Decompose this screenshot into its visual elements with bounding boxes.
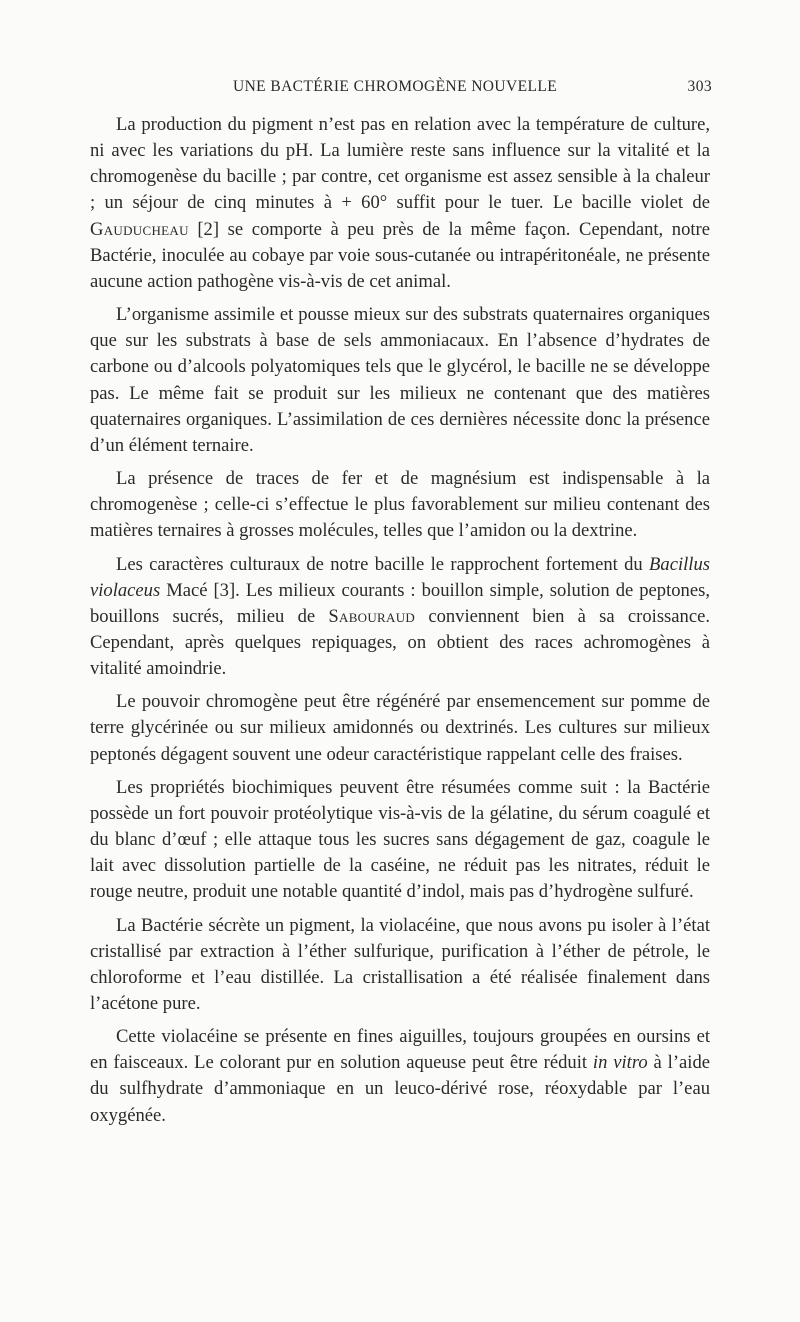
latin-term: in vitro bbox=[592, 1052, 648, 1074]
text-run: conviennent bien à sa croissance. Cependant, après quelques repiquages, on obtient des races achromogènes à vitalité amoindrie. bbox=[90, 605, 710, 680]
paragraph bbox=[90, 775, 710, 906]
text-run: Les propriétés biochimiques peuvent être résumées comme suit : la Bactérie possède un fort pouvoir protéolytique vis-à-vis de la gélatine, du sérum coagulé et du blanc d’œuf ; elle attaque tous les sucres sans dégagement de gaz, coagule le lait avec dissolution partielle de la caséine, ne réduit pas les nitrates, réduit le rouge neutre, produit une notable quantité d’indol, mais pas d’hydrogène sulfuré. bbox=[90, 776, 710, 903]
running-title: UNE BACTÉRIE CHROMOGÈNE NOUVELLE bbox=[233, 78, 558, 95]
text-run: Le pouvoir chromogène peut être régénéré par ensemencement sur pomme de terre glycérinée ou sur milieux amidonnés ou dextrinés. Les cultures sur milieux peptonés dégagent souvent une odeur caractéristique rappelant celle des fraises. bbox=[90, 691, 710, 765]
text-run: Les caractères culturaux de notre bacille le rapprochent fortement du bbox=[116, 553, 650, 575]
paragraph bbox=[90, 466, 710, 544]
paragraph bbox=[90, 913, 710, 1018]
text-run: La production du pigment n’est pas en relation avec la température de culture, ni avec les variations du pH. La lumière reste sans influence sur la vitalité et la chromogenèse du bacille ; par contre, cet organisme est assez sensible à la chaleur ; un séjour de cinq minutes à + 60° suffit pour le tuer. Le bacille violet de bbox=[90, 114, 710, 214]
text-run: [2] se comporte à peu près de la même façon. Cependant, notre Bactérie, inoculée au cobaye par voie sous-cutanée ou intrapéritonéale, ne présente aucune action pathogène vis-à-vis de cet animal. bbox=[90, 218, 710, 292]
text-run: Macé [3]. Les milieux courants : bouillon simple, solution de peptones, bouillons sucrés, milieu de bbox=[90, 579, 710, 627]
paragraph bbox=[90, 1024, 710, 1129]
text-run: à l’aide du sulfhydrate d’ammoniaque en un leuco-dérivé rose, réoxydable par l’eau oxygénée. bbox=[90, 1052, 710, 1126]
author-name-sabouraud: Sabouraud bbox=[328, 605, 416, 627]
text-run: Cette violacéine se présente en fines aiguilles, toujours groupées en oursins et en faisceaux. Le colorant pur en solution aqueuse peut être réduit bbox=[90, 1026, 710, 1074]
paragraph bbox=[90, 689, 710, 767]
body-text bbox=[90, 112, 710, 1136]
page-number: 303 bbox=[687, 78, 712, 95]
author-name-gauducheau: Gauducheau bbox=[90, 218, 189, 240]
paragraph bbox=[90, 112, 710, 295]
paragraph bbox=[90, 552, 710, 683]
paragraph bbox=[90, 302, 710, 459]
text-run: L’organisme assimile et pousse mieux sur des substrats quaternaires organiques que sur les substrats à base de sels ammoniacaux. En l’absence d’hydrates de carbone ou d’alcools polyatomiques tels que le glycérol, le bacille ne se développe pas. Le même fait se produit sur les milieux ne contenant que des matières quaternaires organiques. L’assimilation de ces dernières nécessite donc la présence d’un élément ternaire. bbox=[90, 304, 710, 456]
text-run: La présence de traces de fer et de magnésium est indispensable à la chromogenèse ; celle-ci s’effectue le plus favorablement sur milieu contenant des matières ternaires à grosses molécules, telles que l’amidon ou la dextrine. bbox=[90, 468, 710, 542]
text-run: La Bactérie sécrète un pigment, la violacéine, que nous avons pu isoler à l’état cristallisé par extraction à l’éther sulfurique, purification à l’éther de pétrole, le chloroforme et l’eau distillée. La cristallisation a été réalisée finalement dans l’acétone pure. bbox=[90, 914, 710, 1014]
species-name: Bacillus violaceus bbox=[90, 553, 710, 601]
running-header bbox=[90, 78, 712, 102]
